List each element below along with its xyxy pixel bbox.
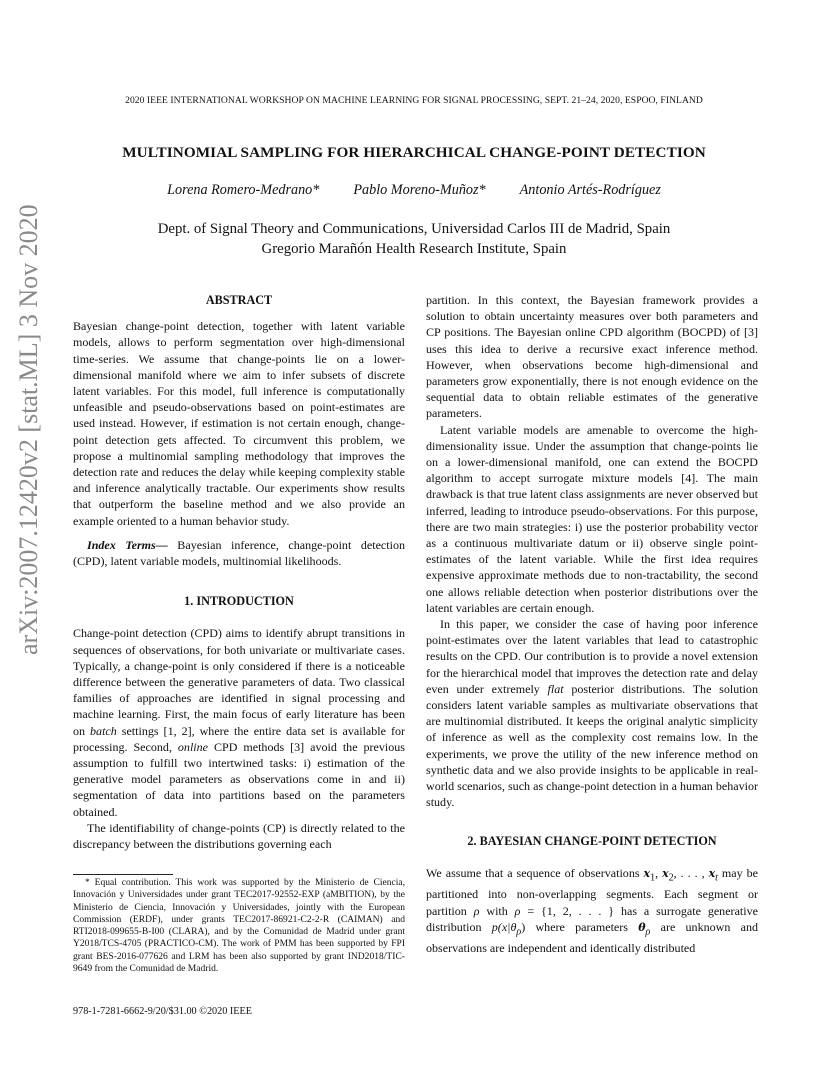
intro-p1-text-a: Change-point detection (CPD) aims to identify abrupt transitions in sequences of observations, for both univariate or multivariate cases. Typically, a change-point is only considered if there is a noticeable difference between the generative parameters of data. Two classical families of approaches are identified in signal processing and machine learning. First, the main focus of early literature has been on <box>73 626 405 738</box>
abstract-text: Bayesian change-point detection, together with latent variable models, allows to perform segmentation over high-dimensional time-series. We assume that change-points lie on a lower-dimensional manifold where we aim to infer subsets of discrete latent variables. For this model, full inference is computationally unfeasible and pseudo-observations based on point-estimates are used instead. However, if estimation is not certain enough, change-point detection gets affected. To circumvent this problem, we propose a multinomial sampling methodology that improves the detection rate and reduces the delay while keeping complexity stable and inference analytically tractable. Our experiments show results that outperform the baseline method and we also provide an example oriented to a human behavior study. <box>73 319 405 528</box>
right-column <box>426 292 758 957</box>
bcpd-text-4: has a surrogate generative distribution <box>426 903 758 934</box>
math-sub-t: t <box>715 872 718 884</box>
intro-p1-online: online <box>177 739 209 754</box>
intro-paragraph-3: Latent variable models are amenable to overcome the high-dimensionality issue. Under the assumption that change-points lie on a lower-dimensional manifold, one can extend the BOCPD algorithm to accept surrogate mixture models [4]. The main drawback is that true latent class assignments are never observed but inferred, leading to introduce pseudo-observations. For this purpose, there are two main strategies: i) use the posterior probability vector as a continuous multivariate datum or ii) observe single point-estimates of the latent variable. While the first idea requires expensive approximate methods due to non-tractability, the second one allows reliable detection when posterior distributions over the latent variables are certain enough. <box>426 422 758 615</box>
bcpd-text-2: may be partitioned into non-overlapping segments. Each segment or partition <box>426 865 758 918</box>
bcpd-text-5: where parameters <box>525 919 639 934</box>
author-1: Lorena Romero-Medrano* <box>167 182 320 198</box>
intro-paragraph-1 <box>73 625 405 819</box>
math-rho-2: ρ <box>514 903 521 918</box>
author-list <box>0 182 828 199</box>
arxiv-id: arXiv:2007.12420v2 [stat.ML] 3 Nov 2020 <box>14 204 43 655</box>
intro-paragraph-4 <box>426 616 758 810</box>
intro-p4-flat: flat <box>547 681 564 696</box>
index-terms-text: Bayesian inference, change-point detection (CPD), latent variable models, multinomial likelihoods. <box>73 537 406 569</box>
bcpd-text-6: are unknown and observations are independent and identically distributed <box>426 919 758 956</box>
affiliation-2: Gregorio Marañón Health Research Institute, Spain <box>261 241 567 257</box>
intro-p4-text-a: In this paper, we consider the case of having poor inference point-estimates over the latent variables that lead to catastrophic results on the CPD. Our contribution is to provide a novel extension for the hierarchical model that improves the detection rate and delay even under extremely <box>426 617 758 696</box>
math-sub-2: 2 <box>668 872 674 884</box>
affiliation-1: Dept. of Signal Theory and Communications, Universidad Carlos III de Madrid, Spain <box>157 221 671 237</box>
math-rho: ρ <box>473 903 480 918</box>
copyright: 978-1-7281-6662-9/20/$31.00 ©2020 IEEE <box>73 1006 252 1017</box>
math-dots: , . . . , <box>673 865 709 880</box>
math-theta-sub: ρ <box>645 926 651 938</box>
math-theta: θ <box>638 920 646 934</box>
abstract-heading: ABSTRACT <box>205 293 273 307</box>
intro-heading: 1. INTRODUCTION <box>184 594 294 609</box>
math-dist: p(x|θ <box>491 919 517 934</box>
footnote-rule <box>73 874 173 875</box>
math-set: = {1, 2, . . . } <box>520 903 615 918</box>
bcpd-text-1: We assume that a sequence of observations <box>426 865 644 880</box>
footnote: * Equal contribution. This work was supported by the Ministerio de Ciencia, Innovación y Universidades under grant TEC2017-92552-EXP (aMBITION), by the Ministerio de Ciencia, Innovación y Universidades, jointly with the European Commission (ERDF), under grants TEC2017-86921-C2-2-R (CAIMAN) and RTI2018-099655-B-I00 (CLARA), and by the Comunidad de Madrid under grant Y2018/TCS-4705 (PRACTICO-CM). The work of PMM has been supported by FPI grant BES-2016-077626 and LRM has been also supported by grant IND2018/TIC-9649 from the Comunidad de Madrid. <box>73 877 405 975</box>
left-column <box>73 292 405 852</box>
intro-paragraph-2-continued: partition. In this context, the Bayesian framework provides a solution to obtain uncertainty measures over both parameters and CP positions. The Bayesian online CPD algorithm (BOCPD) of [3] uses this idea to derive a recursive exact inference method. However, when observations become high-dimensional and parameters grow exponentially, there is not enough evidence on the sequential data to obtain reliable estimates of the generative parameters. <box>426 293 758 421</box>
intro-p1-batch: batch <box>90 723 117 738</box>
intro-p1-text-b: settings [1, 2], where the entire data set is available for processing. Second, <box>73 723 406 754</box>
math-sub-1: 1 <box>650 872 656 884</box>
bcpd-text-3: with <box>479 903 515 918</box>
math-dist-sub: ρ <box>516 926 522 938</box>
index-terms-label: Index Terms— <box>87 537 168 552</box>
author-2: Pablo Moreno-Muñoz* <box>353 182 486 198</box>
affiliations <box>0 219 828 259</box>
bcpd-paragraph-1: We assume that a sequence of observations $x_1$, $x_2$, . . . , $x_t$ may be partitioned into non-overlapping segments. Each segment or partition ρ with ρ = {1, 2, . . . } has a surrogate generative distribution $p(x|\theta_\rho)$ where parameters $\theta_\rho$ are unknown and observations are independent and identically distributed <box>426 865 758 956</box>
math-x2: x <box>662 866 669 880</box>
math-x1: x <box>643 866 651 880</box>
math-xt: x <box>708 866 716 880</box>
intro-paragraph-2: The identifiability of change-points (CP) is directly related to the discrepancy between the distributions governing each <box>73 820 405 852</box>
index-terms <box>73 537 405 569</box>
intro-p4-text-b: posterior distributions. The solution considers latent variable samples as multivariate observations that are multinomial distributed. It keeps the original analytic simplicity of inference as well as the complexity cost remains low. In the experiments, we prove the utility of the new inference method on synthetic data and we also provide insights to be applicable in real-world scenarios, such as change-point detection in a human behavior study. <box>426 681 758 810</box>
conference-header: 2020 IEEE INTERNATIONAL WORKSHOP ON MACHINE LEARNING FOR SIGNAL PROCESSING, SEPT. 21–24, 2020, ESPOO, FINLAND <box>125 95 703 106</box>
math-dist-close: ) <box>521 919 526 934</box>
intro-p1-text-c: CPD methods [3] avoid the previous assumption to fulfill two intertwined tasks: i) estimation of the generative model parameters as observations come in and ii) segmentation of data into partitions based on the parameters obtained. <box>73 739 405 819</box>
bcpd-heading: 2. BAYESIAN CHANGE-POINT DETECTION <box>467 833 717 848</box>
author-3: Antonio Artés-Rodríguez <box>519 182 661 198</box>
paper-title: MULTINOMIAL SAMPLING FOR HIERARCHICAL CHANGE-POINT DETECTION <box>122 144 706 161</box>
